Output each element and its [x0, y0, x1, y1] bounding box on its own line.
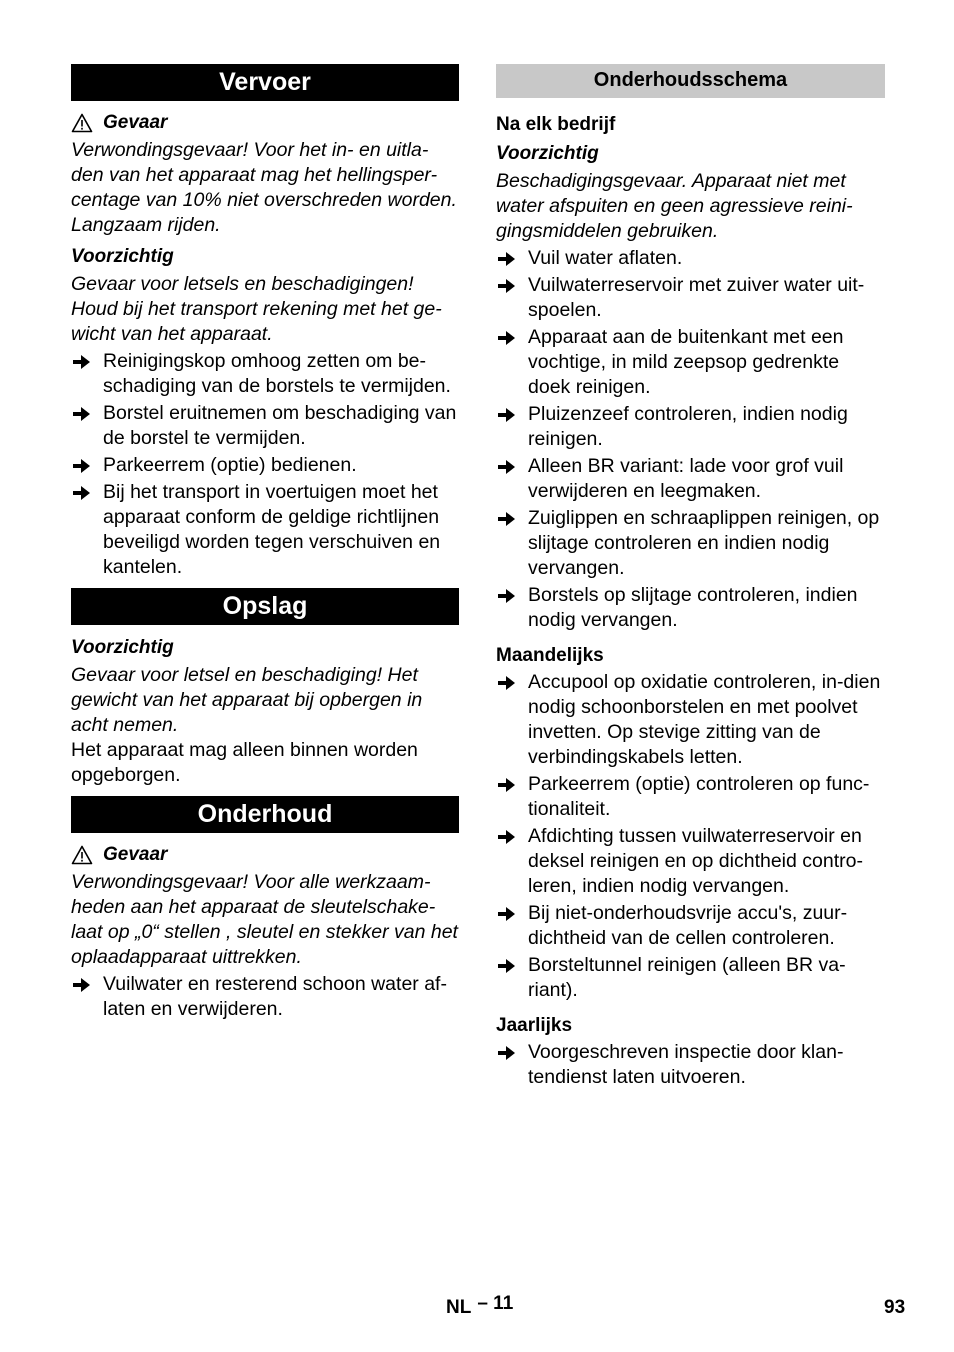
arrow-right-icon	[498, 589, 515, 603]
caution-label: Voorzichtig	[71, 637, 174, 658]
arrow-right-icon	[498, 512, 515, 526]
arrow-right-icon	[498, 460, 515, 474]
danger-text: Verwondingsgevaar! Voor het in- en uitla-den van het apparaat mag het hellingsper-centage van 10% niet overschreden worden. Langzaam rijden.	[71, 139, 457, 236]
list-item	[71, 972, 459, 1022]
step-text: Pluizenzeef controleren, indien nodig reinigen.	[528, 403, 848, 450]
caution-text: Gevaar voor letsels en beschadigingen! Houd bij het transport rekening met het ge-wicht van het apparaat.	[71, 273, 442, 345]
step-text: Voorgeschreven inspectie door klan-tendienst laten uitvoeren.	[528, 1041, 844, 1088]
section-title-maintenance: Onderhoud	[71, 796, 459, 833]
danger-heading	[71, 110, 459, 135]
step-text: Bij niet-onderhoudsvrije accu's, zuur-dichtheid van de cellen controleren.	[528, 902, 848, 949]
section-title-storage: Opslag	[71, 588, 459, 625]
list-item	[496, 901, 885, 951]
caution-label: Voorzichtig	[496, 143, 599, 164]
section-title-schedule: Onderhoudsschema	[496, 64, 885, 98]
list-item	[496, 325, 885, 400]
arrow-right-icon	[498, 676, 515, 690]
list-item	[496, 824, 885, 899]
arrow-right-icon	[73, 407, 90, 421]
arrow-right-icon	[498, 959, 515, 973]
footer-section-page: – 11	[477, 1293, 514, 1314]
arrow-right-icon	[498, 830, 515, 844]
step-text: Vuilwaterreservoir met zuiver water uit-spoelen.	[528, 274, 865, 321]
step-text: Vuil water aflaten.	[528, 247, 683, 269]
transport-steps	[71, 349, 459, 580]
after-each-label: Na elk bedrijf	[496, 114, 616, 135]
yearly-steps	[496, 1040, 885, 1090]
step-text: Borstel eruitnemen om beschadiging van de borstel te vermijden.	[103, 402, 457, 449]
list-item	[496, 402, 885, 452]
list-item	[496, 273, 885, 323]
arrow-right-icon	[73, 459, 90, 473]
step-text: Zuiglippen en schraaplippen reinigen, op slijtage controleren en indien nodig vervangen.	[528, 507, 880, 579]
danger-text: Verwondingsgevaar! Voor alle werkzaam-heden aan het apparaat de sleutelschake-laat op „0“ stellen , sleutel en stekker van het oplaadapparaat uittrekken.	[71, 871, 458, 968]
danger-label: Gevaar	[103, 112, 168, 133]
right-column	[496, 64, 885, 1090]
caution-text: Gevaar voor letsel en beschadiging! Het gewicht van het apparaat bij opbergen in acht nemen.	[71, 664, 423, 736]
arrow-right-icon	[498, 1046, 515, 1060]
arrow-right-icon	[498, 331, 515, 345]
page-number: 93	[884, 1297, 906, 1318]
arrow-right-icon	[498, 408, 515, 422]
list-item	[71, 401, 459, 451]
list-item	[496, 454, 885, 504]
footer-section-code	[446, 1293, 514, 1319]
step-text: Parkeerrem (optie) controleren op func-tionaliteit.	[528, 773, 870, 820]
list-item	[496, 506, 885, 581]
arrow-right-icon	[498, 252, 515, 266]
warning-triangle-icon	[71, 113, 93, 133]
storage-text: Het apparaat mag alleen binnen worden opgeborgen.	[71, 739, 418, 786]
footer-language: NL	[446, 1297, 472, 1318]
left-column	[71, 64, 459, 1022]
list-item	[496, 1040, 885, 1090]
arrow-right-icon	[73, 486, 90, 500]
list-item	[496, 953, 885, 1003]
danger-heading	[71, 842, 459, 867]
step-text: Apparaat aan de buitenkant met een vochtige, in mild zeepsop gedrenkte doek reinigen.	[528, 326, 844, 398]
caution-text: Beschadigingsgevaar. Apparaat niet met water afspuiten en geen agressieve reini-gingsmiddelen gebruiken.	[496, 170, 853, 242]
danger-label: Gevaar	[103, 844, 168, 865]
step-text: Borsteltunnel reinigen (alleen BR va-riant).	[528, 954, 846, 1001]
step-text: Parkeerrem (optie) bedienen.	[103, 454, 357, 476]
list-item	[496, 772, 885, 822]
after-each-steps	[496, 246, 885, 633]
arrow-right-icon	[498, 907, 515, 921]
warning-triangle-icon	[71, 845, 93, 865]
step-text: Bij het transport in voertuigen moet het apparaat conform de geldige richtlijnen beveiligd worden tegen verschuiven en kantelen.	[103, 481, 441, 578]
list-item	[71, 453, 459, 478]
step-text: Accupool op oxidatie controleren, in-dien nodig schoonborstelen en met poolvet invetten. Op stevige zitting van de verbindingskabels letten.	[528, 671, 881, 768]
arrow-right-icon	[73, 978, 90, 992]
step-text: Reinigingskop omhoog zetten om be-schadiging van de borstels te vermijden.	[103, 350, 451, 397]
arrow-right-icon	[73, 355, 90, 369]
caution-label: Voorzichtig	[71, 246, 174, 267]
step-text: Borstels op slijtage controleren, indien nodig vervangen.	[528, 584, 858, 631]
maintenance-steps	[71, 972, 459, 1022]
step-text: Alleen BR variant: lade voor grof vuil verwijderen en leegmaken.	[528, 455, 844, 502]
monthly-label: Maandelijks	[496, 645, 604, 666]
arrow-right-icon	[498, 778, 515, 792]
list-item	[71, 349, 459, 399]
yearly-label: Jaarlijks	[496, 1015, 573, 1036]
section-title-transport: Vervoer	[71, 64, 459, 101]
monthly-steps	[496, 670, 885, 1003]
arrow-right-icon	[498, 279, 515, 293]
step-text: Afdichting tussen vuilwaterreservoir en deksel reinigen en op dichtheid contro-leren, indien nodig vervangen.	[528, 825, 863, 897]
list-item	[496, 246, 885, 271]
list-item	[71, 480, 459, 580]
list-item	[496, 583, 885, 633]
list-item	[496, 670, 885, 770]
step-text: Vuilwater en resterend schoon water af-laten en verwijderen.	[103, 973, 447, 1020]
